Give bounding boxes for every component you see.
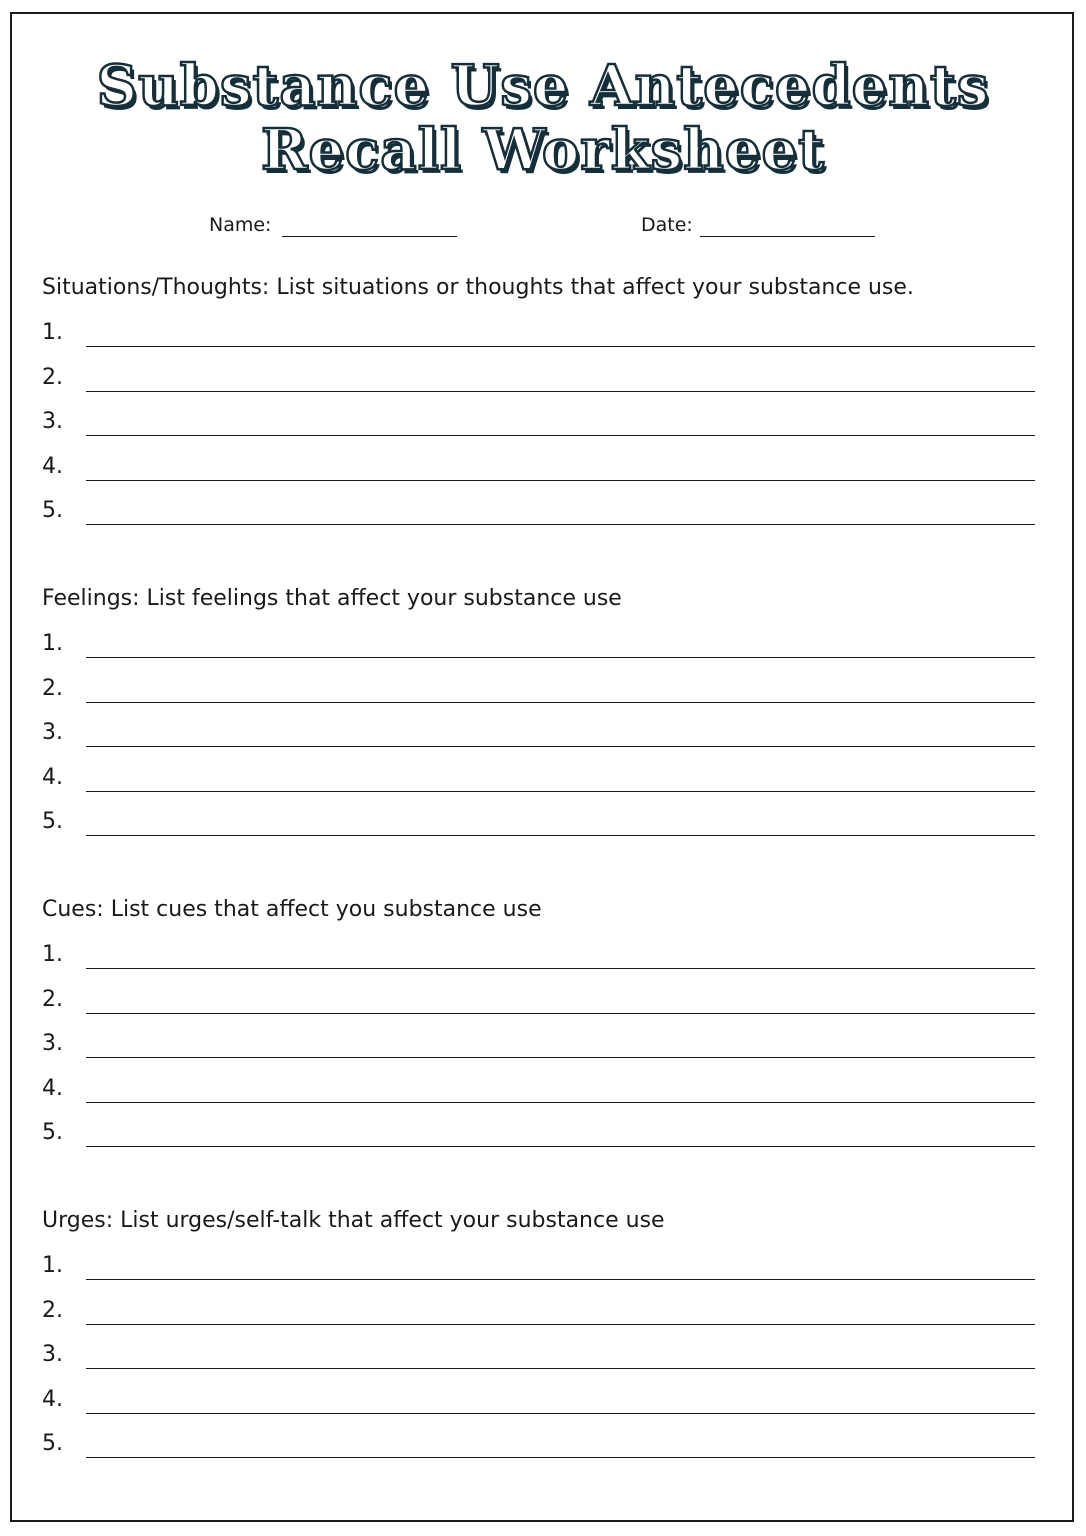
section-heading: Urges: List urges/self-talk that affect your substance use [42,1208,665,1233]
item-number: 3. [42,409,63,434]
answer-line[interactable] [86,968,1035,969]
item-number: 2. [42,675,63,701]
section-heading: Cues: List cues that affect you substance use [42,897,542,922]
answer-line[interactable] [86,1413,1035,1414]
answer-line[interactable] [86,791,1035,792]
item-number: 4. [42,764,63,790]
answer-line[interactable] [86,435,1035,436]
answer-line[interactable] [86,391,1035,392]
item-number: 5. [42,498,63,523]
section-heading: Situations/Thoughts: List situations or thoughts that affect your substance use. [42,275,914,300]
item-number: 2. [42,986,63,1012]
answer-line[interactable] [86,1324,1035,1325]
item-number: 1. [42,1253,63,1278]
date-field[interactable] [700,236,875,237]
answer-line[interactable] [86,1057,1035,1058]
page-border [10,12,1074,1522]
item-number: 3. [42,720,63,745]
answer-line[interactable] [86,524,1035,525]
item-number: 4. [42,1386,63,1412]
item-number: 3. [42,1031,63,1056]
answer-line[interactable] [86,346,1035,347]
section-heading: Feelings: List feelings that affect your substance use [42,586,622,611]
item-number: 3. [42,1342,63,1367]
answer-line[interactable] [86,1368,1035,1369]
worksheet-title-line-1: Substance Use Antecedents [96,53,990,119]
item-number: 2. [42,364,63,390]
answer-line[interactable] [86,702,1035,703]
item-number: 4. [42,1075,63,1101]
item-number: 2. [42,1297,63,1323]
name-field[interactable] [282,236,457,237]
item-number: 4. [42,453,63,479]
item-number: 1. [42,942,63,967]
answer-line[interactable] [86,480,1035,481]
answer-line[interactable] [86,1146,1035,1147]
item-number: 1. [42,320,63,345]
item-number: 5. [42,809,63,834]
item-number: 5. [42,1431,63,1456]
date-label: Date: [641,214,693,236]
answer-line[interactable] [86,1457,1035,1458]
answer-line[interactable] [86,1013,1035,1014]
answer-line[interactable] [86,746,1035,747]
answer-line[interactable] [86,657,1035,658]
name-label: Name: [209,214,272,236]
answer-line[interactable] [86,1102,1035,1103]
worksheet-title-line-2: Recall Worksheet [261,117,825,183]
item-number: 5. [42,1120,63,1145]
answer-line[interactable] [86,835,1035,836]
item-number: 1. [42,631,63,656]
answer-line[interactable] [86,1279,1035,1280]
